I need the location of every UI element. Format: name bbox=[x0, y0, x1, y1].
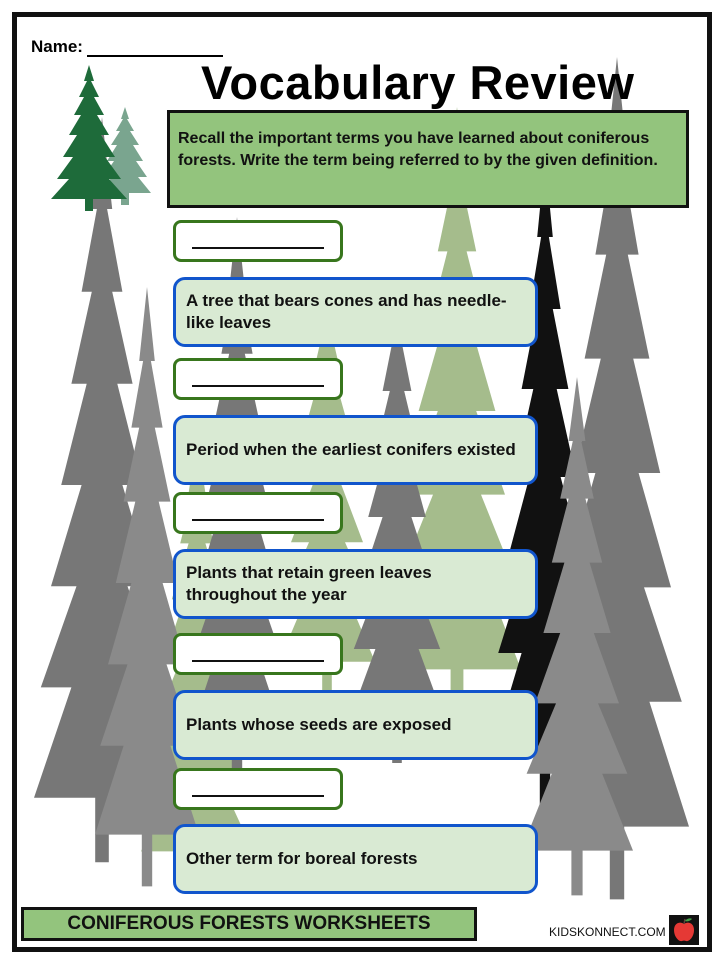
answer-line bbox=[192, 385, 324, 387]
answer-line bbox=[192, 519, 324, 521]
answer-line bbox=[192, 795, 324, 797]
answer-field[interactable] bbox=[173, 492, 343, 534]
instructions-box: Recall the important terms you have learned about coniferous forests. Write the term being referred to by the given definition. bbox=[167, 110, 689, 208]
footer-title: CONIFEROUS FORESTS WORKSHEETS bbox=[21, 907, 477, 941]
answer-line bbox=[192, 660, 324, 662]
name-field[interactable] bbox=[31, 37, 223, 57]
answer-field[interactable] bbox=[173, 633, 343, 675]
apple-icon bbox=[669, 915, 699, 945]
answer-field[interactable] bbox=[173, 768, 343, 810]
worksheet-page bbox=[12, 12, 712, 952]
page-title: Vocabulary Review bbox=[201, 56, 635, 109]
answer-field[interactable] bbox=[173, 358, 343, 400]
answer-line bbox=[192, 247, 324, 249]
definition-card: A tree that bears cones and has needle-like leaves bbox=[173, 277, 538, 347]
definition-card: Plants whose seeds are exposed bbox=[173, 690, 538, 760]
definition-card: Plants that retain green leaves throughout the year bbox=[173, 549, 538, 619]
definition-card: Other term for boreal forests bbox=[173, 824, 538, 894]
pine-tree-icon bbox=[37, 65, 157, 215]
definition-card: Period when the earliest conifers existed bbox=[173, 415, 538, 485]
brand-text: KIDSKONNECT.COM bbox=[549, 925, 666, 939]
name-label: Name: bbox=[31, 37, 83, 56]
answer-field[interactable] bbox=[173, 220, 343, 262]
